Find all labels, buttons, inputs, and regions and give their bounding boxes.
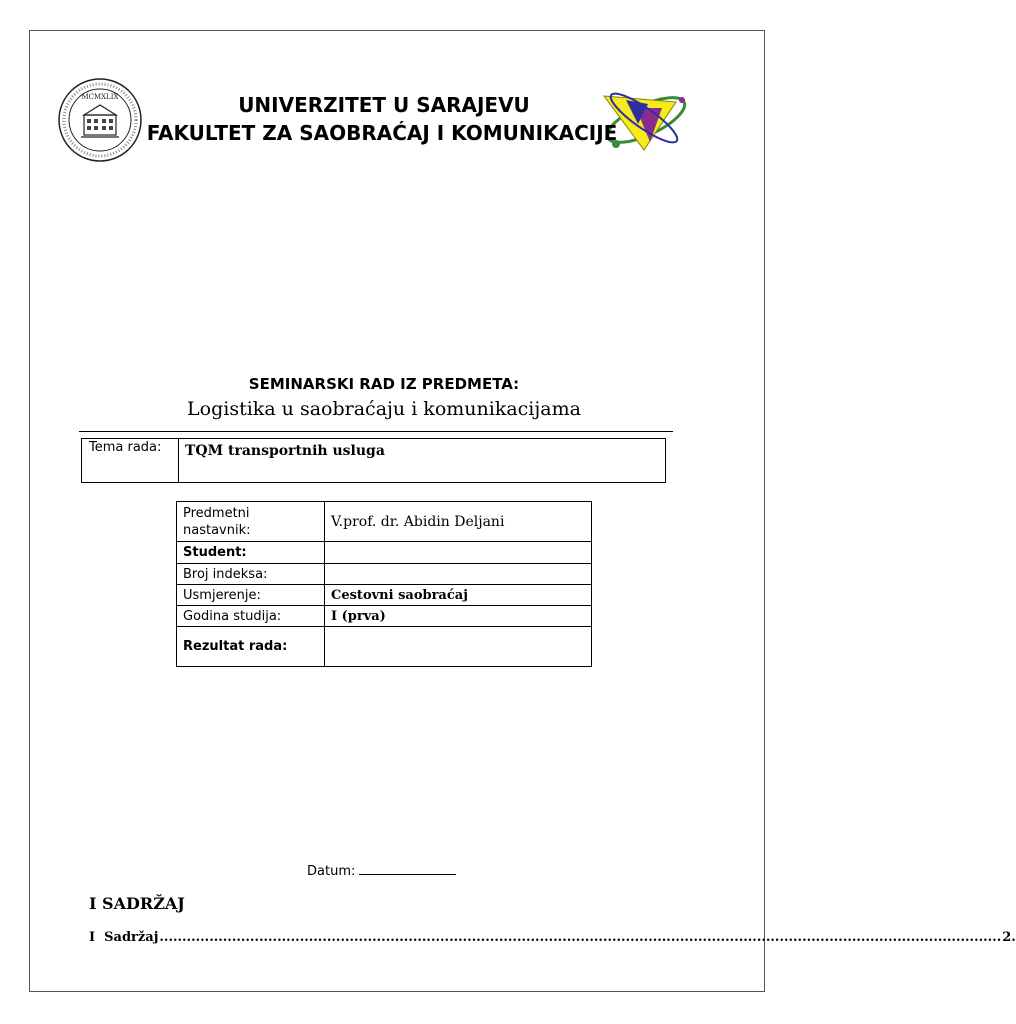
toc-entry-page: 2. — [1002, 930, 1016, 945]
toc-entry — [89, 930, 1016, 945]
toc-entry-title: I Sadržaj — [89, 930, 159, 945]
contents-heading: I SADRŽAJ — [89, 894, 185, 913]
date-field — [307, 862, 456, 879]
faculty-name: FAKULTET ZA SAOBRAĆAJ I KOMUNIKACIJE — [146, 121, 618, 145]
toc-dot-leader: .......................................................................................................................................................................................... — [159, 930, 1002, 945]
subject-title: Logistika u saobraćaju i komunikacijama — [187, 398, 581, 420]
info-value: V.prof. dr. Abidin Deljani — [325, 502, 592, 542]
info-label: Rezultat rada: — [177, 627, 325, 667]
table-row — [177, 606, 592, 627]
faculty-logo-icon — [596, 78, 690, 160]
table-row — [82, 439, 666, 483]
info-label: Broj indeksa: — [177, 564, 325, 585]
svg-text:MCMXLIX: MCMXLIX — [81, 93, 119, 101]
info-value — [325, 542, 592, 564]
info-table — [176, 501, 592, 667]
info-label: Usmjerenje: — [177, 585, 325, 606]
info-label: Student: — [177, 542, 325, 564]
table-row — [177, 585, 592, 606]
date-label: Datum: — [307, 864, 356, 879]
info-label: Predmetni nastavnik: — [177, 502, 325, 542]
info-value — [325, 627, 592, 667]
university-seal-icon — [57, 77, 143, 163]
topic-value: TQM transportnih usluga — [179, 439, 666, 483]
table-row — [177, 564, 592, 585]
topic-table — [81, 438, 666, 483]
topic-label: Tema rada: — [82, 439, 179, 483]
university-name: UNIVERZITET U SARAJEVU — [238, 93, 530, 117]
info-value — [325, 564, 592, 585]
table-row — [177, 627, 592, 667]
info-value: Cestovni saobraćaj — [325, 585, 592, 606]
table-row — [177, 542, 592, 564]
info-label: Godina studija: — [177, 606, 325, 627]
seminar-label: SEMINARSKI RAD IZ PREDMETA: — [248, 375, 520, 393]
divider-line — [79, 431, 673, 432]
date-blank-line — [359, 862, 456, 875]
table-row — [177, 502, 592, 542]
info-value: I (prva) — [325, 606, 592, 627]
